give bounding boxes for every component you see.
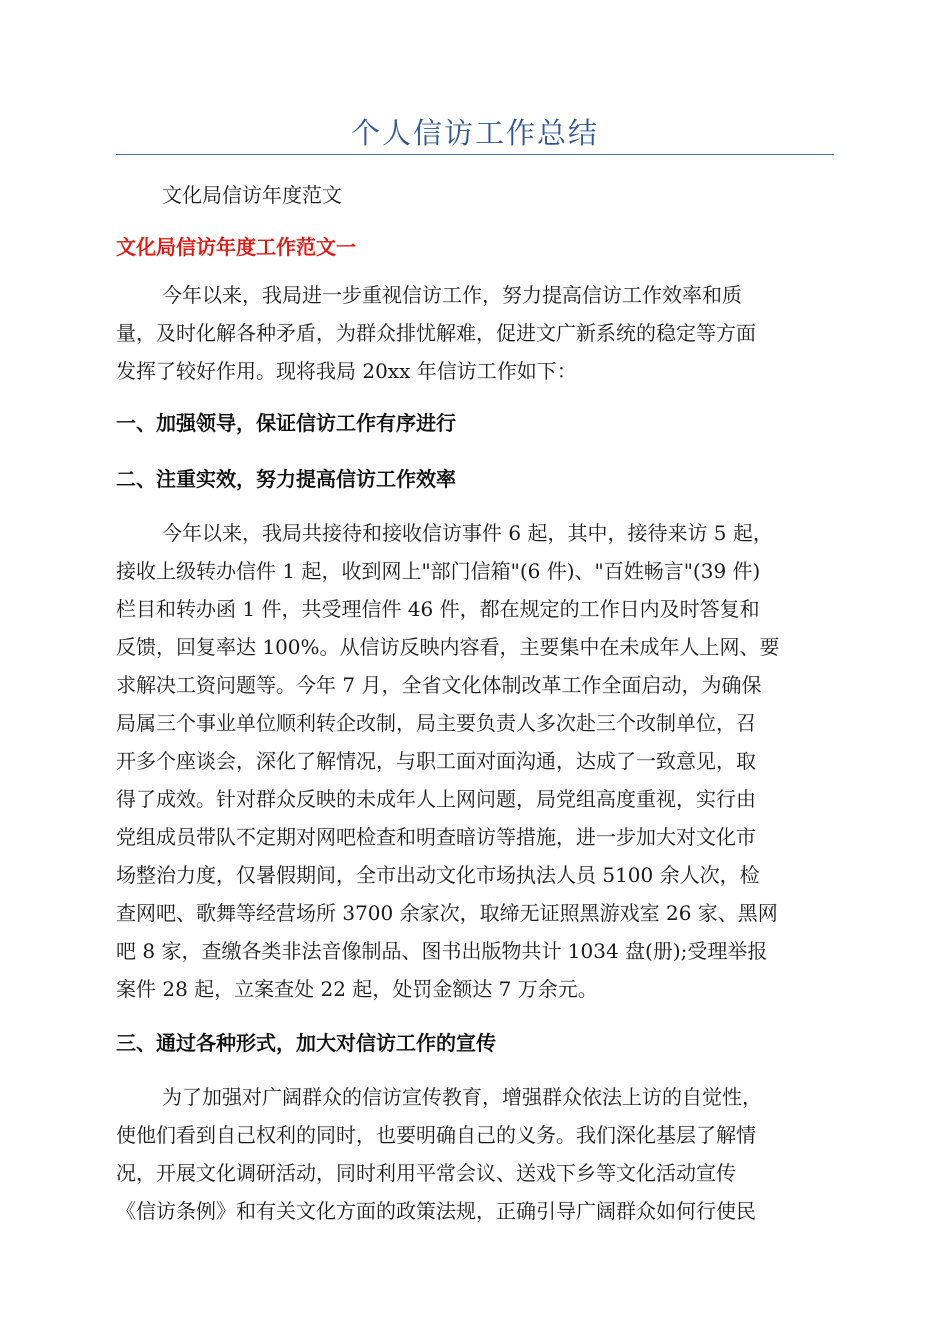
paragraph-line: 吧 8 家，查缴各类非法音像制品、图书出版物共计 1034 盘(册);受理举报 <box>116 939 768 963</box>
paragraph-line: 今年以来，我局进一步重视信访工作，努力提高信访工作效率和质 <box>162 283 742 307</box>
paragraph-line: 量，及时化解各种矛盾，为群众排忧解难，促进文广新系统的稳定等方面 <box>116 321 756 345</box>
paragraph-line: 案件 28 起，立案查处 22 起，处罚金额达 7 万余元。 <box>116 977 598 1001</box>
paragraph-line: 反馈，回复率达 100%。从信访反映内容看，主要集中在未成年人上网、要 <box>116 635 780 659</box>
paragraph-line: 得了成效。针对群众反映的未成年人上网问题，局党组高度重视，实行由 <box>116 787 756 811</box>
section-3-paragraph <box>116 1078 840 1230</box>
paragraph-line: 局属三个事业单位顺利转企改制，局主要负责人多次赴三个改制单位，召 <box>116 711 756 735</box>
section-2-paragraph <box>116 514 840 1008</box>
section-heading-2: 二、注重实效，努力提高信访工作效率 <box>116 467 456 491</box>
section-heading-1: 一、加强领导，保证信访工作有序进行 <box>116 411 456 435</box>
paragraph-line: 发挥了较好作用。现将我局 20xx 年信访工作如下： <box>116 359 577 383</box>
title-underline-divider <box>116 154 834 155</box>
document-title: 个人信访工作总结 <box>350 116 599 150</box>
intro-paragraph <box>116 276 840 390</box>
paragraph-line: 党组成员带队不定期对网吧检查和明查暗访等措施，进一步加大对文化市 <box>116 825 756 849</box>
red-section-heading: 文化局信访年度工作范文一 <box>116 235 356 259</box>
paragraph-line: 使他们看到自己权利的同时，也要明确自己的义务。我们深化基层了解情 <box>116 1123 756 1147</box>
paragraph-line: 场整治力度，仅暑假期间，全市出动文化市场执法人员 5100 余人次，检 <box>116 863 760 887</box>
section-heading-3: 三、通过各种形式，加大对信访工作的宣传 <box>116 1031 496 1055</box>
paragraph-line: 查网吧、歌舞等经营场所 3700 余家次，取缔无证照黑游戏室 26 家、黑网 <box>116 901 778 925</box>
document-subtitle: 文化局信访年度范文 <box>162 183 342 207</box>
paragraph-line: 为了加强对广阔群众的信访宣传教育，增强群众依法上访的自觉性， <box>162 1085 762 1109</box>
paragraph-line: 求解决工资问题等。今年 7 月，全省文化体制改革工作全面启动，为确保 <box>116 673 762 697</box>
paragraph-line: 今年以来，我局共接待和接收信访事件 6 起，其中，接待来访 5 起， <box>162 521 773 545</box>
paragraph-line: 开多个座谈会，深化了解情况，与职工面对面沟通，达成了一致意见，取 <box>116 749 756 773</box>
paragraph-line: 接收上级转办信件 1 起，收到网上"部门信箱"(6 件)、"百姓畅言"(39 件) <box>116 559 761 583</box>
paragraph-line: 栏目和转办函 1 件，共受理信件 46 件，都在规定的工作日内及时答复和 <box>116 597 760 621</box>
paragraph-line: 况，开展文化调研活动，同时利用平常会议、送戏下乡等文化活动宣传 <box>116 1161 736 1185</box>
paragraph-line: 《信访条例》和有关文化方面的政策法规，正确引导广阔群众如何行使民 <box>116 1199 756 1223</box>
